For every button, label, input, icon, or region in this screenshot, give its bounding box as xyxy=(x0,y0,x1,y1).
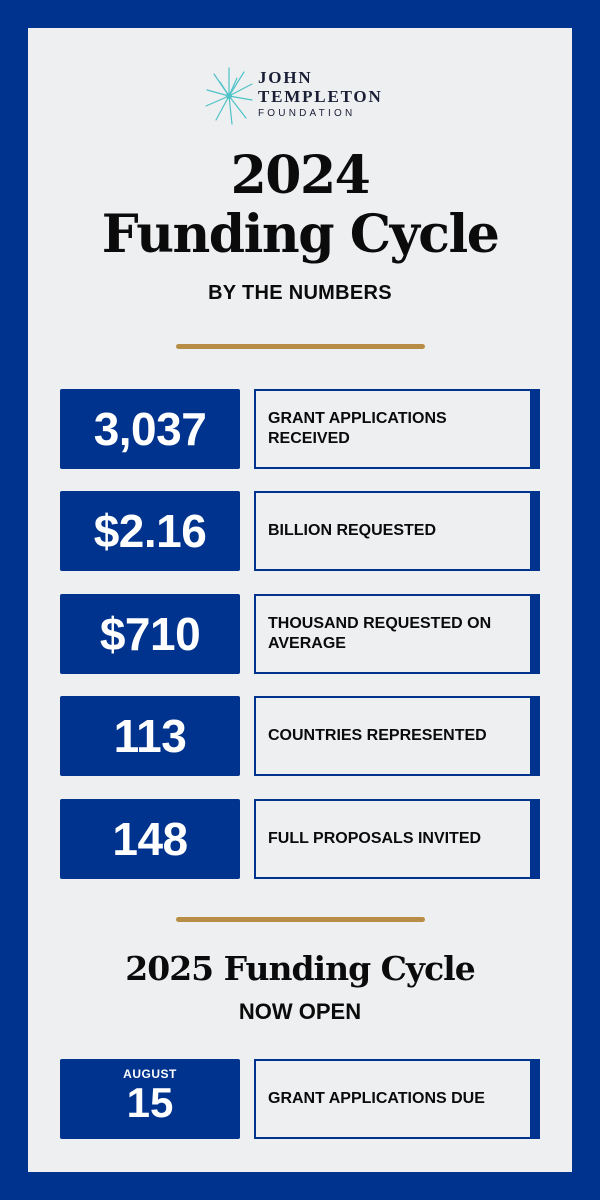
stat-value: 148 xyxy=(60,799,240,879)
logo-line-1: JOHN xyxy=(258,68,313,87)
logo-line-3: FOUNDATION xyxy=(258,108,356,119)
deadline-month: AUGUST xyxy=(123,1067,177,1081)
stat-label-box xyxy=(254,594,540,674)
stat-value: 113 xyxy=(60,696,240,776)
stat-label-box xyxy=(254,389,540,469)
stat-label: THOUSAND REQUESTED ON AVERAGE xyxy=(268,615,492,652)
logo-wordmark xyxy=(258,68,383,121)
title-year: 2024 xyxy=(230,145,370,206)
next-cycle-subtitle: NOW OPEN xyxy=(238,999,362,1024)
page-title: Funding Cycle xyxy=(101,204,499,265)
stat-label: COUNTRIES REPRESENTED xyxy=(268,727,487,744)
starburst-icon xyxy=(204,66,254,126)
gold-divider-bottom xyxy=(176,917,425,922)
deadline-label: GRANT APPLICATIONS DUE xyxy=(268,1090,485,1107)
stat-value: $2.16 xyxy=(60,491,240,571)
deadline-label-box xyxy=(254,1059,540,1139)
infographic-panel xyxy=(28,28,572,1172)
stat-label: BILLION REQUESTED xyxy=(268,522,437,539)
deadline-date xyxy=(60,1059,240,1139)
logo-line-2: TEMPLETON xyxy=(258,87,383,106)
stat-value: $710 xyxy=(60,594,240,674)
stat-label: FULL PROPOSALS INVITED xyxy=(268,830,482,847)
next-cycle-title: 2025 Funding Cycle xyxy=(125,949,475,988)
stat-value: 3,037 xyxy=(60,389,240,469)
stat-row xyxy=(60,696,540,776)
deadline-row xyxy=(60,1059,540,1139)
stat-row xyxy=(60,389,540,469)
stat-row xyxy=(60,799,540,879)
stat-row xyxy=(60,491,540,571)
foundation-logo xyxy=(204,66,404,132)
stat-row xyxy=(60,594,540,674)
stat-label: GRANT APPLICATIONS RECEIVED xyxy=(268,410,447,447)
gold-divider-top xyxy=(176,344,425,349)
stat-label-box xyxy=(254,491,540,571)
stat-label-box xyxy=(254,799,540,879)
page-subtitle: BY THE NUMBERS xyxy=(208,282,392,304)
deadline-day: 15 xyxy=(126,1079,174,1126)
stat-label-box xyxy=(254,696,540,776)
